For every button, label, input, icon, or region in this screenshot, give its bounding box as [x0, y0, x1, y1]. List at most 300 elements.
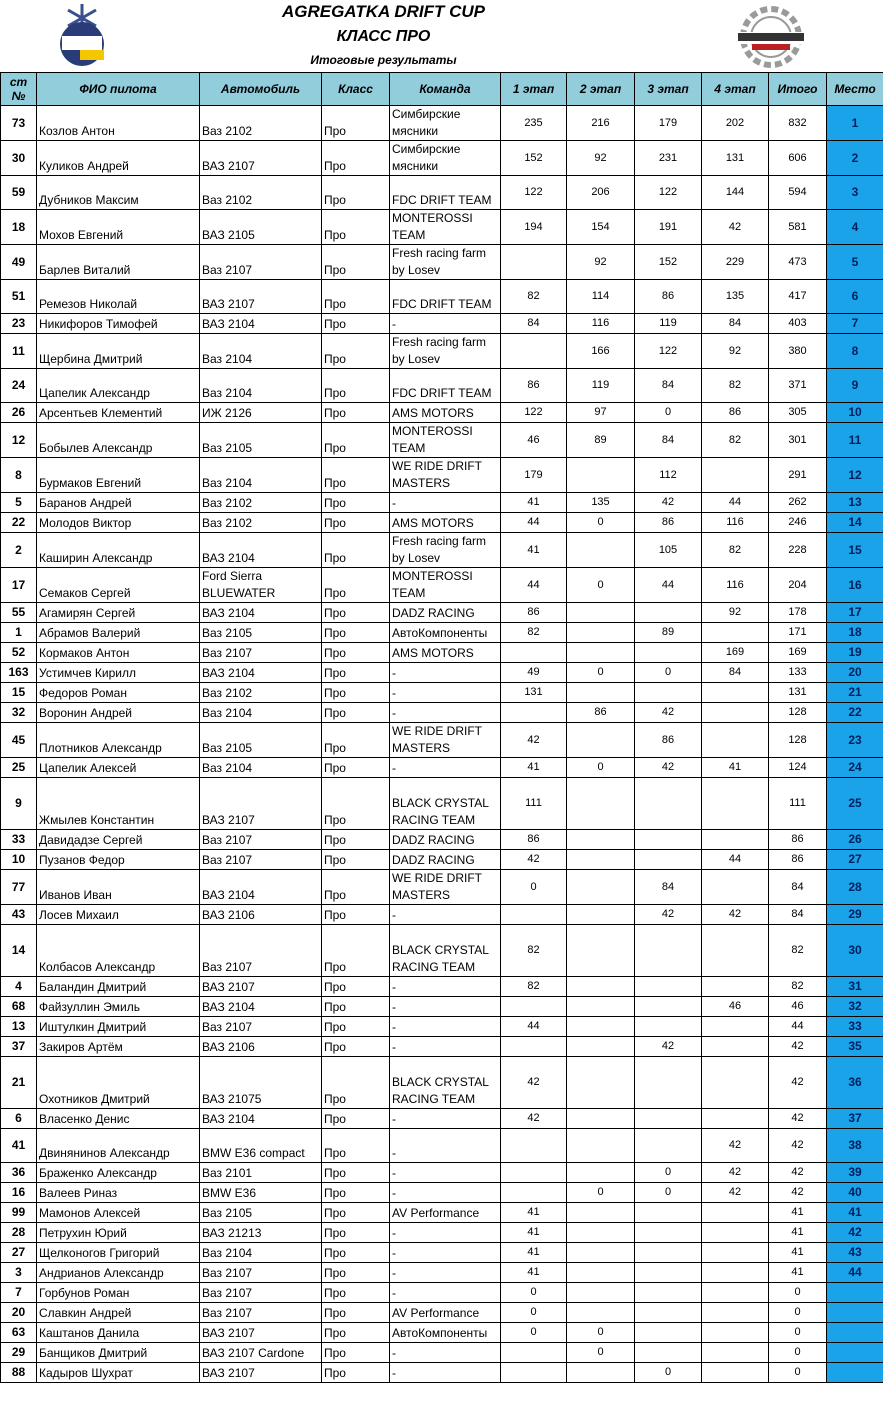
- total-points: 0: [769, 1303, 827, 1323]
- driver-name: Щелконогов Григорий: [37, 1243, 200, 1263]
- final-place: [827, 1363, 883, 1383]
- race-class: Про: [322, 1163, 390, 1183]
- car-model: ВАЗ 2105: [200, 210, 322, 245]
- stage3-points: 152: [635, 245, 702, 280]
- stage3-points: [635, 925, 702, 977]
- stage3-points: 122: [635, 334, 702, 369]
- table-row: [1, 493, 883, 513]
- driver-number: 7: [1, 1283, 37, 1303]
- car-model: Ваз 2105: [200, 1203, 322, 1223]
- race-class: Про: [322, 997, 390, 1017]
- car-model: Ваз 2104: [200, 1243, 322, 1263]
- stage2-points: 166: [567, 334, 635, 369]
- table-row: [1, 925, 883, 977]
- stage4-points: [702, 703, 769, 723]
- race-class: Про: [322, 245, 390, 280]
- race-class: Про: [322, 1323, 390, 1343]
- team-name: Fresh racing farm by Losev: [390, 533, 501, 568]
- driver-name: Куликов Андрей: [37, 141, 200, 176]
- total-points: 41: [769, 1243, 827, 1263]
- final-place: 28: [827, 870, 883, 905]
- driver-name: Плотников Александр: [37, 723, 200, 758]
- team-name: AV Performance: [390, 1303, 501, 1323]
- driver-number: 28: [1, 1223, 37, 1243]
- race-class: Про: [322, 1203, 390, 1223]
- stage4-points: 131: [702, 141, 769, 176]
- stage1-points: 235: [501, 106, 567, 141]
- stage1-points: [501, 1129, 567, 1163]
- stage4-points: [702, 870, 769, 905]
- table-row: [1, 568, 883, 603]
- car-model: Ваз 2102: [200, 106, 322, 141]
- stage1-points: [501, 643, 567, 663]
- driver-name: Валеев Риназ: [37, 1183, 200, 1203]
- team-name: FDC DRIFT TEAM: [390, 280, 501, 314]
- car-model: Ваз 2107: [200, 1263, 322, 1283]
- race-class: Про: [322, 513, 390, 533]
- race-class: Про: [322, 533, 390, 568]
- driver-number: 8: [1, 458, 37, 493]
- stage4-points: [702, 723, 769, 758]
- driver-name: Пузанов Федор: [37, 850, 200, 870]
- final-place: 20: [827, 663, 883, 683]
- car-model: ВАЗ 2107: [200, 778, 322, 830]
- table-row: [1, 458, 883, 493]
- total-points: 403: [769, 314, 827, 334]
- final-place: 44: [827, 1263, 883, 1283]
- table-row: [1, 905, 883, 925]
- final-place: 5: [827, 245, 883, 280]
- car-model: Ваз 2101: [200, 1163, 322, 1183]
- final-place: 22: [827, 703, 883, 723]
- final-place: 42: [827, 1223, 883, 1243]
- stage1-points: 86: [501, 830, 567, 850]
- stage2-points: [567, 1017, 635, 1037]
- driver-name: Лосев Михаил: [37, 905, 200, 925]
- stage4-points: [702, 1243, 769, 1263]
- team-name: -: [390, 1109, 501, 1129]
- driver-name: Андрианов Александр: [37, 1263, 200, 1283]
- stage2-points: [567, 925, 635, 977]
- stage1-points: 41: [501, 1203, 567, 1223]
- driver-name: Горбунов Роман: [37, 1283, 200, 1303]
- stage1-points: 0: [501, 870, 567, 905]
- stage2-points: 114: [567, 280, 635, 314]
- stage2-points: 0: [567, 1343, 635, 1363]
- driver-name: Цапелик Александр: [37, 369, 200, 403]
- stage4-points: 44: [702, 493, 769, 513]
- race-class: Про: [322, 603, 390, 623]
- team-name: -: [390, 1129, 501, 1163]
- stage4-points: 92: [702, 334, 769, 369]
- race-class: Про: [322, 141, 390, 176]
- car-model: BMW E36: [200, 1183, 322, 1203]
- total-points: 42: [769, 1037, 827, 1057]
- stage1-points: [501, 1183, 567, 1203]
- stage3-points: [635, 1303, 702, 1323]
- stage3-points: [635, 1223, 702, 1243]
- stage1-points: 41: [501, 1243, 567, 1263]
- race-class: Про: [322, 1017, 390, 1037]
- race-class: Про: [322, 1243, 390, 1263]
- stage1-points: 111: [501, 778, 567, 830]
- stage4-points: 82: [702, 369, 769, 403]
- stage4-points: 41: [702, 758, 769, 778]
- stage4-points: 82: [702, 533, 769, 568]
- car-model: ВАЗ 2107: [200, 1323, 322, 1343]
- stage3-points: [635, 778, 702, 830]
- stage1-points: 42: [501, 1057, 567, 1109]
- team-name: -: [390, 997, 501, 1017]
- race-class: Про: [322, 1129, 390, 1163]
- car-model: Ваз 2107: [200, 245, 322, 280]
- driver-number: 73: [1, 106, 37, 141]
- stage3-points: 191: [635, 210, 702, 245]
- total-points: 246: [769, 513, 827, 533]
- race-class: Про: [322, 703, 390, 723]
- car-model: ВАЗ 2104: [200, 1109, 322, 1129]
- final-place: 2: [827, 141, 883, 176]
- stage4-points: [702, 458, 769, 493]
- stage4-points: [702, 778, 769, 830]
- stage2-points: [567, 723, 635, 758]
- car-model: ВАЗ 2104: [200, 997, 322, 1017]
- total-points: 131: [769, 683, 827, 703]
- driver-name: Браженко Александр: [37, 1163, 200, 1183]
- stage4-points: 135: [702, 280, 769, 314]
- race-class: Про: [322, 663, 390, 683]
- race-class: Про: [322, 1057, 390, 1109]
- driver-name: Бобылев Александр: [37, 423, 200, 458]
- team-name: WE RIDE DRIFT MASTERS: [390, 870, 501, 905]
- driver-number: 49: [1, 245, 37, 280]
- stage1-points: 44: [501, 1017, 567, 1037]
- stage3-points: 86: [635, 280, 702, 314]
- driver-number: 32: [1, 703, 37, 723]
- total-points: 832: [769, 106, 827, 141]
- driver-number: 5: [1, 493, 37, 513]
- race-class: Про: [322, 106, 390, 141]
- table-row: [1, 403, 883, 423]
- driver-number: 55: [1, 603, 37, 623]
- stage4-points: 44: [702, 850, 769, 870]
- driver-name: Кадыров Шухрат: [37, 1363, 200, 1383]
- car-model: ВАЗ 21075: [200, 1057, 322, 1109]
- final-place: [827, 1343, 883, 1363]
- total-points: 473: [769, 245, 827, 280]
- stage4-points: 229: [702, 245, 769, 280]
- team-name: DADZ RACING: [390, 830, 501, 850]
- stage1-points: 0: [501, 1323, 567, 1343]
- page-title: AGREGATKA DRIFT CUP: [281, 2, 486, 21]
- stage3-points: [635, 683, 702, 703]
- results-body: [1, 106, 883, 1383]
- total-points: 0: [769, 1283, 827, 1303]
- stage2-points: [567, 870, 635, 905]
- driver-name: Колбасов Александр: [37, 925, 200, 977]
- final-place: 24: [827, 758, 883, 778]
- team-name: Симбирские мясники: [390, 141, 501, 176]
- total-points: 594: [769, 176, 827, 210]
- race-class: Про: [322, 1223, 390, 1243]
- total-points: 291: [769, 458, 827, 493]
- total-points: 124: [769, 758, 827, 778]
- stage2-points: 89: [567, 423, 635, 458]
- stage3-points: [635, 1017, 702, 1037]
- car-model: ВАЗ 2104: [200, 870, 322, 905]
- team-name: -: [390, 1243, 501, 1263]
- total-points: 42: [769, 1183, 827, 1203]
- stage4-points: [702, 1363, 769, 1383]
- race-class: Про: [322, 723, 390, 758]
- stage3-points: 0: [635, 663, 702, 683]
- race-class: Про: [322, 210, 390, 245]
- driver-number: 99: [1, 1203, 37, 1223]
- driver-name: Устимчев Кирилл: [37, 663, 200, 683]
- stage3-points: 42: [635, 703, 702, 723]
- stage2-points: 86: [567, 703, 635, 723]
- stage3-points: 122: [635, 176, 702, 210]
- driver-name: Кормаков Антон: [37, 643, 200, 663]
- table-row: [1, 176, 883, 210]
- stage3-points: [635, 1243, 702, 1263]
- stage1-points: [501, 1363, 567, 1383]
- final-place: 29: [827, 905, 883, 925]
- total-points: 371: [769, 369, 827, 403]
- stage2-points: 116: [567, 314, 635, 334]
- team-name: DADZ RACING: [390, 850, 501, 870]
- stage2-points: [567, 1283, 635, 1303]
- stage2-points: 135: [567, 493, 635, 513]
- race-class: Про: [322, 314, 390, 334]
- final-place: 37: [827, 1109, 883, 1129]
- stage4-points: [702, 683, 769, 703]
- car-model: Ваз 2102: [200, 513, 322, 533]
- total-points: 133: [769, 663, 827, 683]
- results-table: [0, 72, 883, 1383]
- stage2-points: [567, 458, 635, 493]
- final-place: 17: [827, 603, 883, 623]
- stage2-points: [567, 1223, 635, 1243]
- team-name: AMS MOTORS: [390, 643, 501, 663]
- driver-number: 41: [1, 1129, 37, 1163]
- driver-number: 22: [1, 513, 37, 533]
- stage1-points: 41: [501, 1263, 567, 1283]
- driver-number: 30: [1, 141, 37, 176]
- car-model: Ford Sierra BLUEWATER: [200, 568, 322, 603]
- team-name: FDC DRIFT TEAM: [390, 369, 501, 403]
- driver-name: Цапелик Алексей: [37, 758, 200, 778]
- table-row: [1, 1037, 883, 1057]
- team-name: MONTEROSSI TEAM: [390, 568, 501, 603]
- stage1-points: 86: [501, 603, 567, 623]
- total-points: 42: [769, 1163, 827, 1183]
- car-model: ВАЗ 2104: [200, 603, 322, 623]
- stage3-points: 84: [635, 423, 702, 458]
- table-row: [1, 703, 883, 723]
- car-model: ВАЗ 2107 Cardone: [200, 1343, 322, 1363]
- driver-number: 26: [1, 403, 37, 423]
- stage1-points: 49: [501, 663, 567, 683]
- team-name: -: [390, 1037, 501, 1057]
- stage4-points: 92: [702, 603, 769, 623]
- stage1-points: 131: [501, 683, 567, 703]
- table-row: [1, 1203, 883, 1223]
- table-row: [1, 334, 883, 369]
- driver-number: 3: [1, 1263, 37, 1283]
- driver-number: 15: [1, 683, 37, 703]
- race-class: Про: [322, 905, 390, 925]
- total-points: 41: [769, 1203, 827, 1223]
- team-name: AMS MOTORS: [390, 403, 501, 423]
- driver-number: 88: [1, 1363, 37, 1383]
- table-row: [1, 1343, 883, 1363]
- driver-name: Бурмаков Евгений: [37, 458, 200, 493]
- stage2-points: 0: [567, 568, 635, 603]
- team-name: -: [390, 1183, 501, 1203]
- driver-name: Баландин Дмитрий: [37, 977, 200, 997]
- driver-name: Каширин Александр: [37, 533, 200, 568]
- stage3-points: [635, 1343, 702, 1363]
- team-name: DADZ RACING: [390, 603, 501, 623]
- stage1-points: 41: [501, 533, 567, 568]
- driver-number: 6: [1, 1109, 37, 1129]
- stage1-points: [501, 703, 567, 723]
- team-name: MONTEROSSI TEAM: [390, 210, 501, 245]
- driver-name: Семаков Сергей: [37, 568, 200, 603]
- table-row: [1, 850, 883, 870]
- stage4-points: 169: [702, 643, 769, 663]
- car-model: ИЖ 2126: [200, 403, 322, 423]
- driver-number: 14: [1, 925, 37, 977]
- stage3-points: 112: [635, 458, 702, 493]
- team-name: AV Performance: [390, 1203, 501, 1223]
- final-place: 26: [827, 830, 883, 850]
- stage1-points: 84: [501, 314, 567, 334]
- stage1-points: 42: [501, 723, 567, 758]
- stage4-points: [702, 1283, 769, 1303]
- final-place: 18: [827, 623, 883, 643]
- final-place: 15: [827, 533, 883, 568]
- driver-number: 20: [1, 1303, 37, 1323]
- stage3-points: [635, 1323, 702, 1343]
- driver-number: 13: [1, 1017, 37, 1037]
- stage2-points: [567, 643, 635, 663]
- car-model: Ваз 2105: [200, 623, 322, 643]
- driver-number: 29: [1, 1343, 37, 1363]
- stage2-points: [567, 1109, 635, 1129]
- stage4-points: [702, 623, 769, 643]
- stage4-points: [702, 925, 769, 977]
- stage4-points: [702, 1263, 769, 1283]
- stage4-points: 116: [702, 568, 769, 603]
- stage3-points: 179: [635, 106, 702, 141]
- car-model: Ваз 2107: [200, 1283, 322, 1303]
- stage4-points: [702, 1057, 769, 1109]
- team-name: -: [390, 1223, 501, 1243]
- race-class: Про: [322, 758, 390, 778]
- table-row: [1, 663, 883, 683]
- table-row: [1, 643, 883, 663]
- race-class: Про: [322, 1303, 390, 1323]
- final-place: 39: [827, 1163, 883, 1183]
- race-class: Про: [322, 778, 390, 830]
- team-name: -: [390, 1163, 501, 1183]
- race-class: Про: [322, 623, 390, 643]
- car-model: Ваз 2104: [200, 334, 322, 369]
- team-name: -: [390, 314, 501, 334]
- stage4-points: [702, 1323, 769, 1343]
- total-points: 581: [769, 210, 827, 245]
- table-row: [1, 210, 883, 245]
- car-model: BMW E36 compact: [200, 1129, 322, 1163]
- car-model: ВАЗ 2107: [200, 280, 322, 314]
- driver-name: Двинянинов Александр: [37, 1129, 200, 1163]
- total-points: 84: [769, 905, 827, 925]
- table-row: [1, 1283, 883, 1303]
- total-points: 82: [769, 977, 827, 997]
- table-row: [1, 870, 883, 905]
- driver-number: 27: [1, 1243, 37, 1263]
- total-points: 417: [769, 280, 827, 314]
- driver-name: Петрухин Юрий: [37, 1223, 200, 1243]
- total-points: 178: [769, 603, 827, 623]
- stage4-points: 116: [702, 513, 769, 533]
- final-place: 27: [827, 850, 883, 870]
- stage2-points: 0: [567, 663, 635, 683]
- driver-number: 37: [1, 1037, 37, 1057]
- stage2-points: 92: [567, 141, 635, 176]
- stage1-points: 82: [501, 977, 567, 997]
- stage2-points: [567, 778, 635, 830]
- team-name: -: [390, 1017, 501, 1037]
- stage2-points: [567, 850, 635, 870]
- race-class: Про: [322, 1109, 390, 1129]
- stage3-points: [635, 1203, 702, 1223]
- total-points: 42: [769, 1109, 827, 1129]
- stage1-points: 42: [501, 850, 567, 870]
- car-model: ВАЗ 2106: [200, 905, 322, 925]
- stage3-points: [635, 1283, 702, 1303]
- driver-number: 21: [1, 1057, 37, 1109]
- stage1-points: [501, 997, 567, 1017]
- final-place: 13: [827, 493, 883, 513]
- driver-name: Банщиков Дмитрий: [37, 1343, 200, 1363]
- table-row: [1, 830, 883, 850]
- driver-name: Барлев Виталий: [37, 245, 200, 280]
- driver-name: Давидадзе Сергей: [37, 830, 200, 850]
- table-row: [1, 997, 883, 1017]
- table-row: [1, 513, 883, 533]
- table-row: [1, 1223, 883, 1243]
- stage4-points: [702, 1203, 769, 1223]
- driver-name: Баранов Андрей: [37, 493, 200, 513]
- stage1-points: 82: [501, 925, 567, 977]
- final-place: 32: [827, 997, 883, 1017]
- stage4-points: 42: [702, 1129, 769, 1163]
- final-place: 16: [827, 568, 883, 603]
- race-class: Про: [322, 493, 390, 513]
- stage3-points: [635, 1129, 702, 1163]
- table-row: [1, 106, 883, 141]
- stage2-points: 0: [567, 1323, 635, 1343]
- driver-name: Иванов Иван: [37, 870, 200, 905]
- car-model: Ваз 2107: [200, 830, 322, 850]
- race-class: Про: [322, 977, 390, 997]
- final-place: 31: [827, 977, 883, 997]
- driver-number: 2: [1, 533, 37, 568]
- car-model: Ваз 2105: [200, 423, 322, 458]
